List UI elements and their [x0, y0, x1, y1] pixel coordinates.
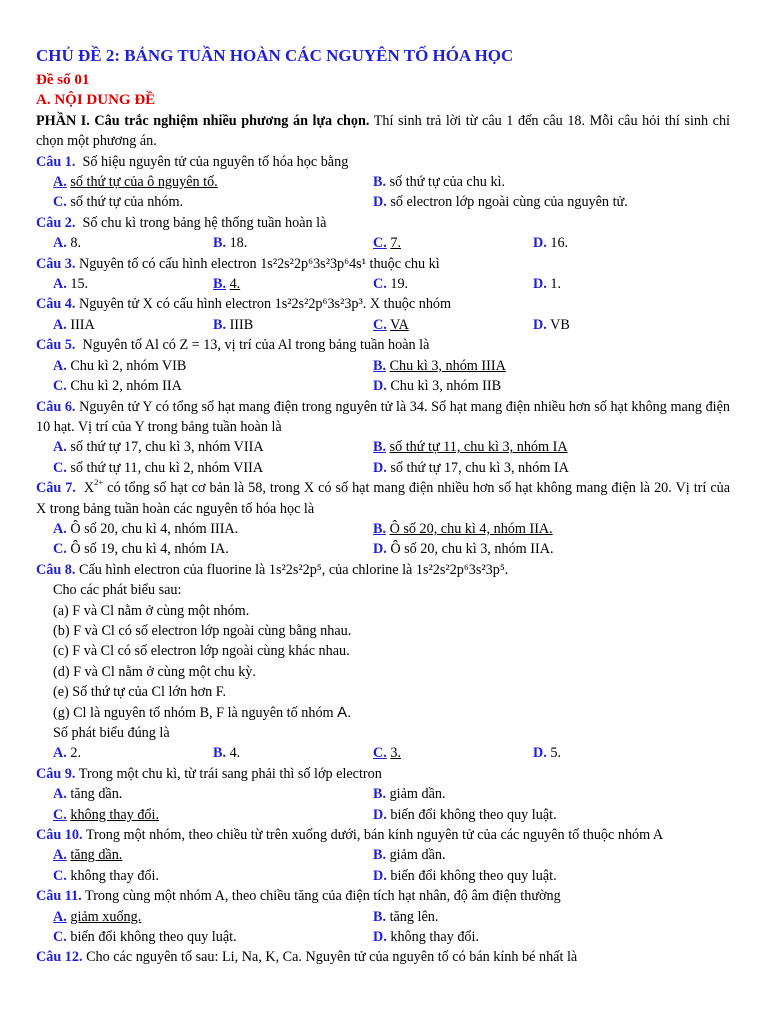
option-b[interactable]: B. số thứ tự của chu kì. — [373, 174, 506, 191]
option-b[interactable]: B. Ô số 20, chu kì 4, nhóm IIA. — [373, 520, 553, 537]
question-2 — [36, 213, 730, 233]
statement-a: (a) F và Cl nằm ở cùng một nhóm. — [53, 602, 250, 619]
option-d[interactable]: D. không thay đổi. — [373, 929, 480, 946]
option-d[interactable]: D. Ô số 20, chu kì 3, nhóm IIA. — [373, 541, 554, 558]
part1-label: PHẦN I. Câu trắc nghiệm nhiều phương án lựa chọn. — [36, 112, 370, 129]
options-row — [36, 784, 730, 804]
option-d[interactable]: D. biến đổi không theo quy luật. — [373, 806, 557, 823]
question-label: Câu 8. — [36, 561, 76, 578]
section-heading: A. NỘI DUNG ĐỀ — [36, 92, 156, 109]
option-b[interactable]: B. tăng lên. — [373, 908, 439, 925]
option-b[interactable]: B. IIIB — [213, 316, 254, 333]
option-c[interactable]: C. 3. — [373, 745, 401, 762]
statement-g: (g) Cl là nguyên tố nhóm B, F là nguyên tố nhóm A. — [53, 703, 352, 721]
option-a[interactable]: A. 8. — [53, 235, 81, 252]
question-text: Trong một nhóm, theo chiều từ trên xuống dưới, bán kính nguyên tử của các nguyên tố thuộc nhóm A — [85, 827, 664, 844]
statement-e: (e) Số thứ tự của Cl lớn hơn F. — [53, 684, 227, 701]
option-b[interactable]: B. số thứ tự 11, chu kì 3, nhóm IA — [373, 439, 568, 456]
options-row — [36, 805, 730, 825]
question-7: Câu 7. $X^{2+}$ có tổng số hạt cơ bản là 58, trong X có số hạt mang điện nhiều hơn số hạt không mang điện là 20. Vị trí của X trong bảng tuần hoàn các nguyên tố hóa học là — [36, 477, 731, 517]
option-c[interactable]: C. VA — [373, 316, 409, 333]
question-label: Câu 2. — [36, 214, 76, 231]
question-10 — [36, 825, 730, 845]
question-label: Câu 7. — [36, 480, 76, 497]
options-row — [36, 907, 730, 927]
question-label: Câu 5. — [36, 337, 76, 354]
option-b[interactable]: B. 18. — [213, 235, 248, 252]
options-row — [36, 845, 730, 865]
option-c[interactable]: C. số thứ tự 11, chu kì 2, nhóm VIIA — [53, 459, 264, 476]
electron-config: 1s²2s²2p⁶3s²3p⁶4s¹ — [260, 255, 366, 272]
question-text: Số chu kì trong bảng hệ thống tuần hoàn là — [82, 214, 327, 231]
option-a[interactable]: A. Ô số 20, chu kì 4, nhóm IIIA. — [53, 520, 239, 537]
option-d[interactable]: D. 1. — [533, 276, 561, 293]
question-text: có tổng số hạt cơ bản là 58, trong X có số hạt mang điện nhiều hơn số hạt không mang điện là 20. Vị trí của X trong bảng tuần hoàn các nguyên tố hóa học là — [36, 480, 731, 517]
question-label: Câu 10. — [36, 827, 83, 844]
question-text: Cho các nguyên tố sau: Li, Na, K, Ca. Nguyên tử của nguyên tố có bán kính bé nhất là — [86, 949, 578, 966]
option-a[interactable]: A. tăng dần. — [53, 786, 123, 803]
question-12 — [36, 947, 730, 967]
statement-d: (d) F và Cl nằm ở cùng một chu kỳ. — [53, 663, 256, 680]
option-c[interactable]: C. số thứ tự của nhóm. — [53, 194, 184, 211]
option-a[interactable]: A. Chu kì 2, nhóm VIB — [53, 357, 187, 374]
option-c[interactable]: C. biến đổi không theo quy luật. — [53, 929, 237, 946]
question-text: Nguyên tử Y có tổng số hạt mang điện trong nguyên tử là 34. Số hạt mang điện nhiều hơn số hạt không mang điện 10 hạt. Vị trí của Y trong bảng tuần hoàn là — [36, 398, 731, 435]
option-a[interactable]: A. số thứ tự 17, chu kì 3, nhóm VIIA — [53, 439, 264, 456]
option-c[interactable]: C. 7. — [373, 235, 401, 252]
question-text: Số hiệu nguyên tử của nguyên tố hóa học bằng — [82, 153, 349, 170]
statements-intro: Cho các phát biểu sau: — [53, 582, 182, 599]
question-label: Câu 1. — [36, 153, 76, 170]
option-a[interactable]: A. số thứ tự của ô nguyên tố. — [53, 174, 218, 191]
options-row — [36, 927, 730, 947]
question-3: Câu 3. Nguyên tố có cấu hình electron 1s²2s²2p⁶3s²3p⁶4s¹ thuộc chu kì — [36, 255, 440, 272]
option-d[interactable]: D. 5. — [533, 745, 561, 762]
option-c[interactable]: C. không thay đổi. — [53, 867, 160, 884]
question-9 — [36, 764, 730, 784]
exam-number: Đề số 01 — [36, 72, 90, 88]
option-d[interactable]: D. số thứ tự 17, chu kì 3, nhóm IA — [373, 459, 569, 476]
option-c[interactable]: C. không thay đổi. — [53, 806, 160, 823]
statement-b: (b) F và Cl có số electron lớp ngoài cùng bằng nhau. — [53, 622, 352, 639]
option-b[interactable]: B. 4. — [213, 276, 241, 293]
option-d[interactable]: D. Chu kì 3, nhóm IIB — [373, 378, 502, 395]
option-a[interactable]: A. IIIA — [53, 316, 95, 333]
option-b[interactable]: B. 4. — [213, 745, 241, 762]
option-b[interactable]: B. giảm dần. — [373, 786, 446, 803]
options-row — [36, 315, 730, 335]
question-label: Câu 12. — [36, 949, 83, 966]
options-row — [36, 233, 730, 253]
option-d[interactable]: D. 16. — [533, 235, 569, 252]
part1-text: Thí sinh trả lời từ câu 1 đến câu 18. Mỗi câu hỏi thí sinh chỉ chọn một phương án. — [36, 112, 730, 150]
topic-title: CHỦ ĐỀ 2: BẢNG TUẦN HOÀN CÁC NGUYÊN TỐ HÓA HỌC — [36, 46, 514, 65]
question-label: Câu 9. — [36, 765, 76, 782]
options-row — [36, 743, 730, 763]
question-8: Câu 8. Cấu hình electron của fluorine là 1s²2s²2p⁵, của chlorine là 1s²2s²2p⁶3s²3p⁵. — [36, 561, 509, 578]
electron-config-chlorine: 1s²2s²2p⁶3s²3p⁵ — [415, 561, 505, 578]
question-text: Nguyên tố Al có Z = 13, vị trí của Al trong bảng tuần hoàn là — [82, 337, 430, 354]
option-b[interactable]: B. giảm dần. — [373, 847, 446, 864]
option-a[interactable]: A. giảm xuống. — [53, 908, 142, 925]
options-row — [36, 539, 730, 559]
question-text: Trong một chu kì, từ trái sang phải thì số lớp electron — [78, 765, 382, 782]
statement-c: (c) F và Cl có số electron lớp ngoài cùng khác nhau. — [53, 643, 350, 660]
options-row — [36, 437, 730, 457]
question-label: Câu 11. — [36, 888, 82, 905]
question-label: Câu 3. — [36, 255, 76, 272]
part1-instructions — [36, 111, 730, 152]
question-6 — [36, 397, 730, 438]
option-a[interactable]: A. 15. — [53, 276, 89, 293]
question-11 — [36, 886, 730, 906]
electron-config: 1s²2s²2p⁶3s²3p³ — [274, 296, 363, 313]
option-b[interactable]: B. Chu kì 3, nhóm IIIA — [373, 357, 506, 374]
option-c[interactable]: C. Ô số 19, chu kì 4, nhóm IA. — [53, 541, 229, 558]
option-d[interactable]: D. số electron lớp ngoài cùng của nguyên tử. — [373, 194, 628, 211]
question-4: Câu 4. Nguyên tử X có cấu hình electron 1s²2s²2p⁶3s²3p³. X thuộc nhóm — [36, 296, 452, 313]
options-row — [36, 458, 730, 478]
option-c[interactable]: C. 19. — [373, 276, 409, 293]
question-5 — [36, 335, 730, 355]
options-row — [36, 274, 730, 294]
question-label: Câu 4. — [36, 296, 76, 313]
option-d[interactable]: D. VB — [533, 316, 570, 333]
options-row — [36, 519, 730, 539]
question-text: Trong cùng một nhóm A, theo chiều tăng của điện tích hạt nhân, độ âm điện thường — [85, 888, 561, 905]
option-d[interactable]: D. biến đổi không theo quy luật. — [373, 867, 557, 884]
option-a[interactable]: A. 2. — [53, 745, 81, 762]
options-row — [36, 866, 730, 886]
question-1 — [36, 152, 730, 172]
option-a[interactable]: A. tăng dần. — [53, 847, 123, 864]
question-prompt: Số phát biểu đúng là — [53, 725, 170, 741]
options-row — [36, 356, 730, 376]
question-label: Câu 6. — [36, 398, 76, 415]
electron-config-fluorine: 1s²2s²2p⁵ — [268, 561, 322, 578]
options-row — [36, 192, 730, 212]
option-c[interactable]: C. Chu kì 2, nhóm IIA — [53, 378, 182, 395]
options-row — [36, 376, 730, 396]
options-row — [36, 172, 730, 192]
